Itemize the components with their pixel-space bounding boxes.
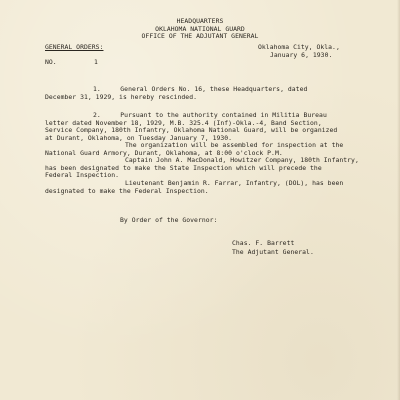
paragraph-5-line-1: Lieutenant Benjamin R. Farrar, Infantry, (DOL), has been — [125, 179, 344, 187]
by-order-line: By Order of the Governor: — [120, 216, 218, 224]
paragraph-1-line-2: December 31, 1929, is hereby rescinded. — [45, 92, 198, 101]
paragraph-1-line-1: 1. General Orders No. 16, these Headquarters, dated — [93, 85, 308, 93]
paragraph-4-line-1: Captain John A. MacDonald, Howitzer Company, 180th Infantry, — [125, 156, 359, 164]
paragraph-3-line-1: The organization will be assembled for inspection at the — [125, 141, 344, 149]
paragraph-4-line-3: Federal Inspection. — [45, 171, 120, 179]
place-line: Oklahoma City, Okla., — [258, 43, 340, 51]
header-office: OFFICE OF THE ADJUTANT GENERAL — [141, 32, 259, 40]
date-line: January 6, 1930. — [270, 50, 333, 59]
order-number-label: NO. — [45, 58, 57, 66]
order-number-value: 1 — [94, 58, 98, 66]
paragraph-2-line-3: Service Company, 180th Infantry, Oklahoma National Guard, will be organized — [45, 126, 338, 134]
paragraph-2-line-4: at Durant, Oklahoma, on Tuesday January 7, 1930. — [45, 133, 233, 142]
paragraph-4-line-2: has been designated to make the State Inspection which will precede the — [45, 163, 322, 172]
signer-title: The Adjutant General. — [232, 248, 314, 256]
paragraph-2-line-1: 2. Pursuant to the authority contained in Militia Bureau — [93, 111, 327, 119]
signer-name: Chas. F. Barrett — [232, 239, 295, 247]
header-guard: OKLAHOMA NATIONAL GUARD — [155, 24, 245, 33]
general-orders-label: GENERAL ORDERS: — [45, 43, 104, 51]
paragraph-3-line-2: National Guard Armory, Durant, Oklahoma, at 8:00 o'clock P.M. — [45, 148, 283, 157]
paragraph-5-line-2: designated to make the Federal Inspection. — [45, 186, 209, 195]
header-headquarters: HEADQUARTERS — [176, 17, 224, 25]
paragraph-2-line-2: letter dated November 18, 1929, M.B. 325.4 (Inf)-Okla.-4, Band Section, — [45, 118, 322, 127]
